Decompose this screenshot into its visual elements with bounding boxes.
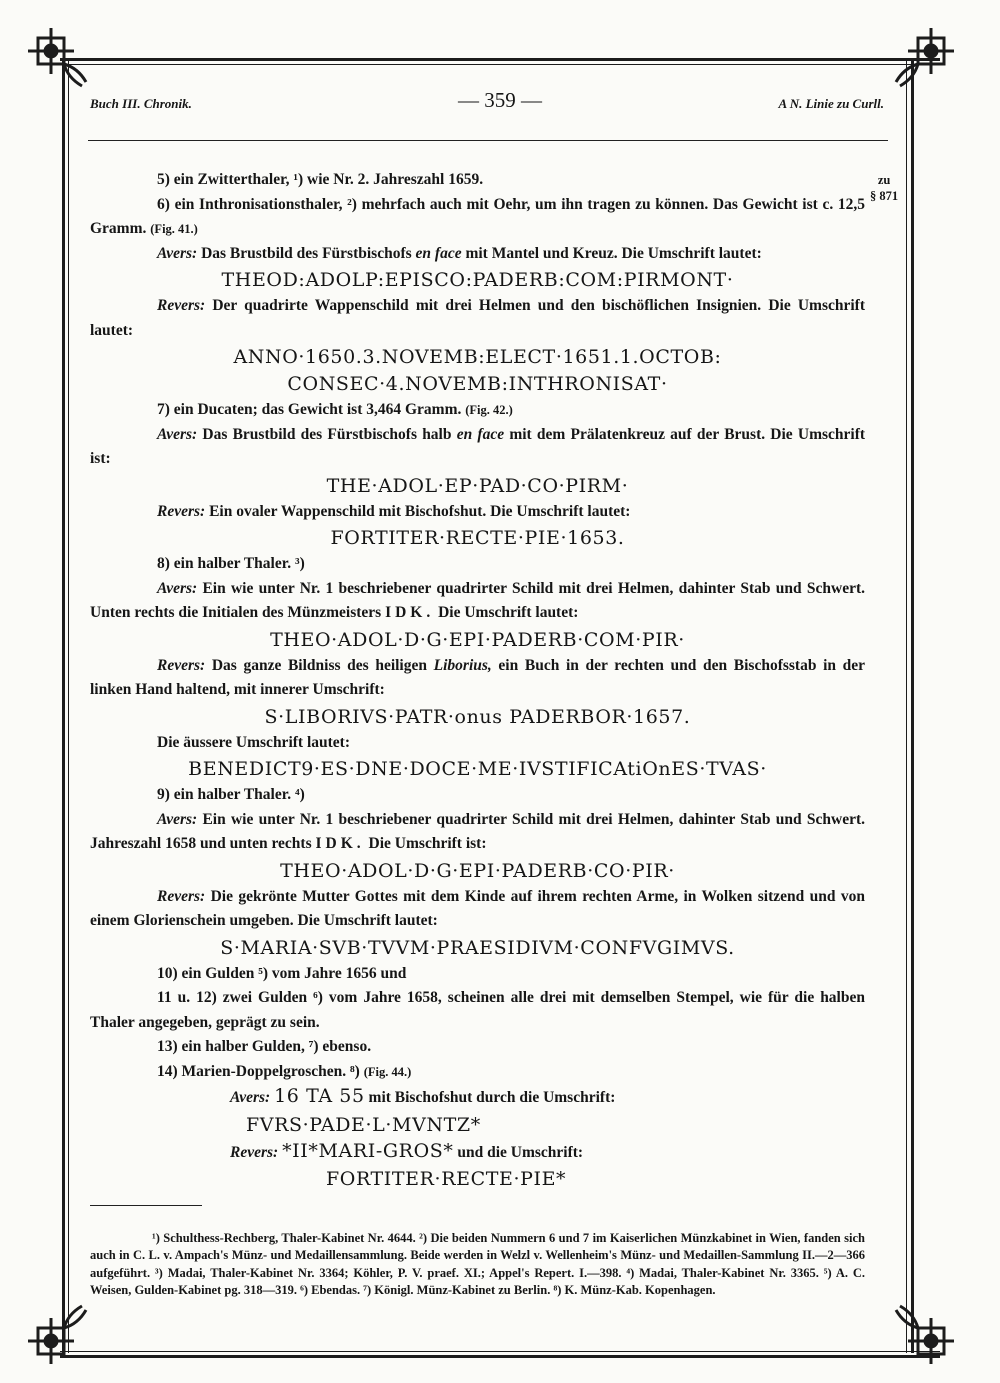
revers-text: Der quadrirte Wappenschild mit drei Helmen und den bischöflichen Insignien. Die Umschrift lautet:: [90, 297, 866, 339]
frame-top-rule: [60, 58, 940, 61]
margin-note: [870, 172, 898, 204]
frame-top-rule-thin: [60, 64, 940, 65]
item-9-avers: [90, 808, 865, 857]
avers-text: mit Bischofshut durch die Umschrift:: [368, 1089, 616, 1106]
item-14-revers: [90, 1139, 865, 1166]
avers-text: Ein wie unter Nr. 1 beschriebener quadrirter Schild mit drei Helmen, dahinter Stab und Schwert. Unten rechts die Initialen des Münzmeisters: [90, 579, 866, 621]
frame-bottom-rule: [60, 1355, 940, 1358]
figure-ref: (Fig. 41.): [150, 222, 198, 236]
item-6: [90, 193, 865, 242]
revers-text: Ein ovaler Wappenschild mit Bischofshut. Die Umschrift lautet:: [209, 502, 631, 520]
figure-ref: (Fig. 44.): [363, 1064, 412, 1079]
coin-legend: 16 TA 55: [274, 1085, 365, 1107]
avers-label: Avers:: [230, 1089, 271, 1106]
coin-legend: FORTITER·RECTE·PIE*: [326, 1168, 567, 1190]
revers-label: Revers:: [157, 297, 206, 314]
margin-note-line: § 871: [870, 189, 899, 203]
coin-legend: THEO·ADOL·D·G·EPI·PADERB·COM·PIR·: [270, 628, 685, 651]
item-7-revers: [90, 500, 865, 525]
page-number: — 359 —: [458, 88, 542, 112]
item-14-avers: [90, 1084, 865, 1111]
en-face: en face: [456, 425, 505, 443]
item-6-revers: [90, 294, 865, 343]
item-14: [90, 1060, 865, 1085]
avers-text: Ein wie unter Nr. 1 beschriebener quadrirter Schild mit drei Helmen, dahinter Stab und Schwert. Jahreszahl 1658 und unten rechts: [90, 810, 866, 852]
footnote-rule: [90, 1205, 202, 1206]
coin-legend: S·MARIA·SVB·TVVM·PRAESIDIVM·CONFVGIMVS.: [220, 936, 735, 959]
item-6-avers: [90, 242, 865, 267]
running-head-left: Buch III. Chronik.: [90, 96, 192, 111]
avers-label: Avers:: [157, 244, 198, 262]
item-14-text: 14) Marien-Doppelgroschen. ⁸): [157, 1062, 360, 1080]
mintmaster-initials: IDK.: [315, 835, 365, 852]
avers-label: Avers:: [157, 579, 198, 597]
item-8-revers: [90, 654, 865, 703]
revers-label: Revers:: [157, 887, 206, 905]
frame-right-rule-thin: [906, 60, 907, 1353]
revers-text: ein Buch in der rechten und den Bischofsstab in der linken Hand haltend, mit innerer Umschrift:: [90, 656, 866, 698]
revers-label: Revers:: [157, 502, 206, 520]
coin-legend: THE·ADOL·EP·PAD·CO·PIRM·: [326, 474, 629, 497]
frame-right-rule: [911, 60, 914, 1353]
footnotes: [90, 1230, 865, 1299]
revers-text: Die gekrönte Mutter Gottes mit dem Kinde auf ihrem rechten Arme, in Wolken sitzend und von einem Glorienschein umgeben. Die Umschrift lautet:: [90, 887, 865, 929]
avers-label: Avers:: [157, 810, 198, 828]
item-7: [90, 398, 865, 423]
mintmaster-initials: IDK.: [385, 604, 435, 621]
revers-label: Revers:: [157, 656, 206, 674]
coin-legend: *II*MARI-GROS*: [282, 1139, 454, 1162]
avers-text: mit dem Prälatenkreuz auf der Brust. Die Umschrift ist:: [90, 425, 866, 467]
item-13: 13) ein halber Gulden, ⁷) ebenso.: [157, 1038, 372, 1055]
revers-text: Das ganze Bildniss des heiligen: [211, 656, 427, 674]
frame-left-rule-thin: [68, 60, 69, 1353]
coin-legend: THEO·ADOL·D·G·EPI·PADERB·CO·PIR·: [280, 859, 675, 882]
header-rule: [88, 140, 888, 141]
avers-text: Die Umschrift lautet:: [438, 604, 579, 621]
item-8-avers: [90, 577, 865, 626]
coin-legend: THEOD:ADOLP:EPISCO:PADERB:COM:PIRMONT·: [221, 269, 734, 291]
page-body: [90, 168, 865, 1193]
corner-ornament-icon: [880, 1290, 958, 1368]
corner-ornament-icon: [24, 1290, 102, 1368]
frame-bottom-rule-thin: [60, 1351, 940, 1352]
frame-left-rule: [62, 60, 65, 1353]
footnote-text: ¹) Schulthess-Rechberg, Thaler-Kabinet Nr. 4644. ²) Die beiden Nummern 6 und 7 im Kaiserlichen Münzkabinet in Wien, fanden sich auch in C. L. v. Ampach's Münz- und Medaillensammlung. Beide werden in Welzl v. Wellenheim's Münz- und Medaillen-Sammlung II.—2—366 aufgeführt. ³) Madai, Thaler-Kabinet Nr. 3364; Köhler, P. V. praef. XI.; Appel's Repert. I.—398. ⁴) Madai, Thaler-Kabinet Nr. 3365. ⁵) A. C. Weisen, Gulden-Kabinet pg. 318—319. ⁶) Ebendas. ⁷) Königl. Münz-Kabinet zu Berlin. ⁸) K. Münz-Kab. Kopenhagen.: [90, 1231, 865, 1297]
liborius: Liborius,: [433, 656, 492, 674]
coin-legend: ANNO·1650.3.NOVEMB:ELECT·1651.1.OCTOB:: [233, 346, 722, 368]
avers-label: Avers:: [157, 425, 198, 443]
en-face: en face: [415, 244, 462, 262]
outer-legend-intro: Die äussere Umschrift lautet:: [157, 733, 350, 751]
avers-text: Das Brustbild des Fürstbischofs: [201, 244, 412, 262]
coin-legend: FORTITER·RECTE·PIE·1653.: [330, 527, 625, 549]
item-9: 9) ein halber Thaler. ⁴): [157, 786, 305, 803]
item-8: 8) ein halber Thaler. ³): [157, 555, 305, 572]
item-9-revers: [90, 885, 865, 934]
avers-text: Die Umschrift ist:: [368, 835, 487, 852]
avers-text: mit Mantel und Kreuz. Die Umschrift lautet:: [465, 244, 762, 262]
coin-legend: BENEDICT9·ES·DNE·DOCE·ME·IVSTIFICAtiOnES·TVAS·: [188, 758, 767, 780]
item-7-text: 7) ein Ducaten; das Gewicht ist 3,464 Gramm.: [157, 401, 462, 418]
item-11-12: 11 u. 12) zwei Gulden ⁶) vom Jahre 1658, scheinen alle drei mit demselben Stempel, wie für die halben Thaler angegeben, geprägt zu sein.: [90, 989, 865, 1031]
item-5: 5) ein Zwitterthaler, ¹) wie Nr. 2. Jahreszahl 1659.: [157, 171, 484, 188]
coin-legend: S·LIBORIVS·PATR·onus PADERBOR·1657.: [264, 705, 691, 728]
figure-ref: (Fig. 42.): [465, 403, 513, 417]
revers-text: und die Umschrift:: [457, 1143, 584, 1161]
item-6-text: 6) ein Inthronisationsthaler, ²) mehrfach auch mit Oehr, um ihn tragen zu können. Das Gewicht ist c. 12,5 Gramm.: [90, 195, 865, 237]
revers-label: Revers:: [230, 1143, 279, 1161]
running-head-right: A N. Linie zu Curll.: [778, 96, 884, 111]
margin-note-line: zu: [877, 173, 891, 187]
item-7-avers: [90, 423, 865, 472]
avers-text: Das Brustbild des Fürstbischofs halb: [202, 425, 452, 443]
coin-legend: CONSEC·4.NOVEMB:INTHRONISAT·: [287, 373, 668, 395]
coin-legend: FVRS·PADE·L·MVNTZ*: [246, 1113, 481, 1136]
item-10: 10) ein Gulden ⁵) vom Jahre 1656 und: [157, 964, 407, 982]
